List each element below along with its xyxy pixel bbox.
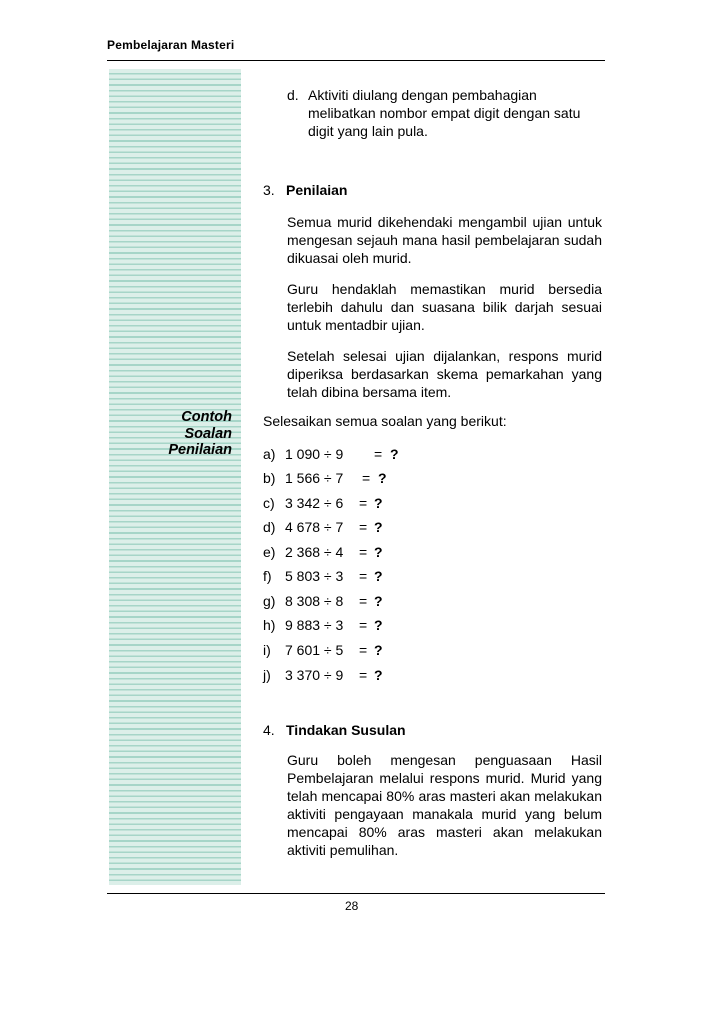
- question-label: e): [263, 544, 276, 560]
- question-answer: ?: [374, 642, 383, 658]
- sidebar-label-line: Contoh: [181, 409, 232, 425]
- question-equals: =: [359, 667, 368, 683]
- question-equals: =: [359, 495, 368, 511]
- question-label: c): [263, 495, 275, 511]
- section-4-paragraph: Guru boleh mengesan penguasaan Hasil Pembelajaran melalui respons murid. Murid yang telah mencapai 80% aras masteri akan melakukan aktiviti pengayaan manakala murid yang belum mencapai 80% aras masteri akan melakukan aktiviti pemulihan.: [287, 752, 602, 858]
- question-answer: ?: [374, 617, 383, 633]
- question-label: i): [263, 642, 271, 658]
- question-expression: 7 601 ÷ 5: [285, 642, 344, 658]
- footer-rule: [107, 893, 605, 894]
- section-3-title: Penilaian: [286, 182, 348, 198]
- question-equals: =: [359, 519, 368, 535]
- question-expression: 3 342 ÷ 6: [285, 495, 344, 511]
- header-rule: [107, 60, 605, 61]
- question-label: d): [263, 519, 276, 535]
- question-answer: ?: [374, 519, 383, 535]
- section-3-paragraph: Setelah selesai ujian dijalankan, respons murid diperiksa berdasarkan skema pemarkahan yang telah dibina bersama item.: [287, 348, 602, 400]
- sidebar-stripe-panel: [109, 69, 241, 885]
- step-d: [287, 86, 587, 140]
- question-equals: =: [359, 593, 368, 609]
- sidebar-label-line: Penilaian: [168, 442, 232, 458]
- sidebar-label: [109, 409, 232, 459]
- section-4-heading: [263, 722, 406, 738]
- question-expression: 9 883 ÷ 3: [285, 617, 344, 633]
- question-equals: =: [359, 617, 368, 633]
- question-label: j): [263, 667, 271, 683]
- question-label: f): [263, 568, 272, 584]
- question-label: g): [263, 593, 276, 609]
- question-answer: ?: [390, 446, 399, 462]
- section-3-paragraph: Guru hendaklah memastikan murid bersedia terlebih dahulu dan suasana bilik darjah sesuai untuk mentadbir ujian.: [287, 281, 602, 333]
- question-label: a): [263, 446, 276, 462]
- running-header: Pembelajaran Masteri: [107, 38, 235, 52]
- question-label: h): [263, 617, 276, 633]
- question-expression: 1 566 ÷ 7: [285, 470, 344, 486]
- section-4-number: 4.: [263, 722, 275, 738]
- section-3-number: 3.: [263, 182, 275, 198]
- question-expression: 1 090 ÷ 9: [285, 446, 344, 462]
- question-answer: ?: [374, 495, 383, 511]
- question-expression: 4 678 ÷ 7: [285, 519, 344, 535]
- step-d-text: Aktiviti diulang dengan pembahagian melibatkan nombor empat digit dengan satu digit yang lain pula.: [308, 87, 581, 139]
- question-expression: 2 368 ÷ 4: [285, 544, 344, 560]
- question-expression: 8 308 ÷ 8: [285, 593, 344, 609]
- question-answer: ?: [374, 544, 383, 560]
- question-equals: =: [359, 568, 368, 584]
- question-equals: =: [359, 544, 368, 560]
- question-answer: ?: [374, 568, 383, 584]
- question-equals: =: [362, 470, 371, 486]
- question-answer: ?: [374, 593, 383, 609]
- section-4-title: Tindakan Susulan: [286, 722, 406, 738]
- question-expression: 5 803 ÷ 3: [285, 568, 344, 584]
- questions-intro: Selesaikan semua soalan yang berikut:: [263, 413, 507, 429]
- page-number: 28: [345, 899, 359, 913]
- question-label: b): [263, 470, 276, 486]
- section-3-paragraph: Semua murid dikehendaki mengambil ujian untuk mengesan sejauh mana hasil pembelajaran sudah dikuasai oleh murid.: [287, 214, 602, 266]
- step-d-marker: d.: [287, 87, 299, 103]
- question-answer: ?: [378, 470, 387, 486]
- sidebar-label-line: Soalan: [184, 425, 232, 442]
- section-3-heading: [263, 182, 347, 198]
- question-answer: ?: [374, 667, 383, 683]
- question-equals: =: [359, 642, 368, 658]
- question-equals: =: [374, 446, 383, 462]
- question-expression: 3 370 ÷ 9: [285, 667, 344, 683]
